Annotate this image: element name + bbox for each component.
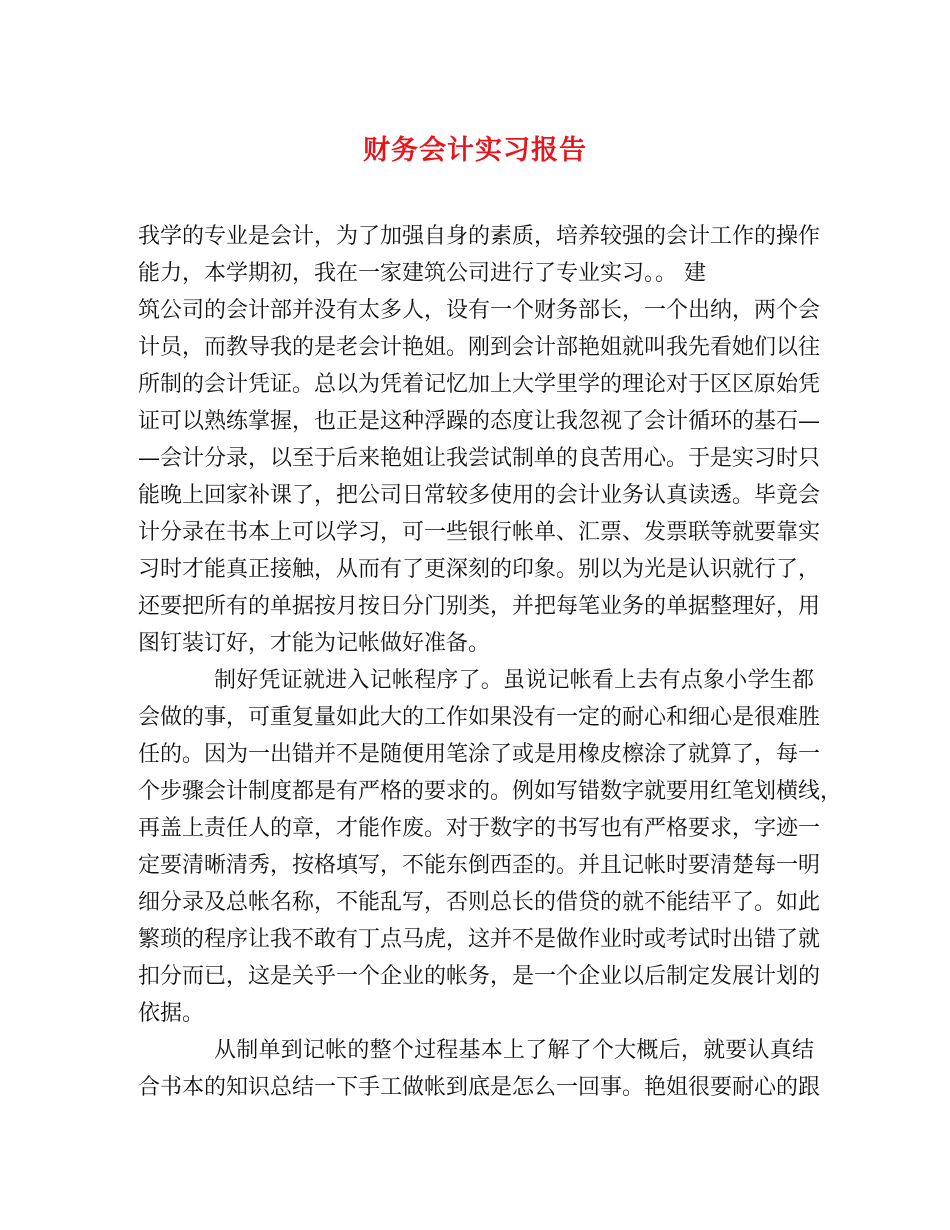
document-title: 财务会计实习报告 (363, 135, 587, 166)
text-line: 定要清晰清秀，按格填写，不能东倒西歪的。并且记帐时要清楚每一明 (138, 853, 821, 878)
text-line: 所制的会计凭证。总以为凭着记忆加上大学里学的理论对于区区原始凭 (138, 372, 821, 397)
text-line: 计分录在书本上可以学习，可一些银行帐单、汇票、发票联等就要靠实 (138, 520, 821, 545)
text-line: 细分录及总帐名称，不能乱写，否则总长的借贷的就不能结平了。如此 (138, 890, 821, 915)
text-line: 证可以熟练掌握，也正是这种浮躁的态度让我忽视了会计循环的基石— (138, 409, 821, 434)
text-line: 能晚上回家补课了，把公司日常较多使用的会计业务认真读透。毕竟会 (138, 483, 821, 508)
text-line: 从制单到记帐的整个过程基本上了解了个大概后，就要认真结 (214, 1038, 814, 1063)
text-line: 筑公司的会计部并没有太多人，设有一个财务部长，一个出纳，两个会 (138, 298, 821, 323)
text-line: 还要把所有的单据按月按日分门别类，并把每笔业务的单据整理好，用 (138, 594, 821, 619)
document-body (138, 218, 843, 1106)
text-line: 合书本的知识总结一下手工做帐到底是怎么一回事。艳姐很要耐心的跟 (138, 1075, 821, 1100)
text-line: 图钉装订好，才能为记帐做好准备。 (138, 631, 491, 656)
text-line: 任的。因为一出错并不是随便用笔涂了或是用橡皮檫涂了就算了，每一 (138, 742, 821, 767)
text-line: —会计分录，以至于后来艳姐让我尝试制单的良苦用心。于是实习时只 (138, 446, 821, 471)
text-line: 再盖上责任人的章，才能作废。对于数字的书写也有严格要求，字迹一 (138, 816, 821, 841)
text-line: 依据。 (138, 1001, 205, 1026)
text-line: 会做的事，可重复量如此大的工作如果没有一定的耐心和细心是很难胜 (138, 705, 821, 730)
text-line: 个步骤会计制度都是有严格的要求的。例如写错数字就要用红笔划横线， (138, 779, 843, 804)
text-line: 扣分而已，这是关乎一个企业的帐务，是一个企业以后制定发展计划的 (138, 964, 821, 989)
text-line: 繁琐的程序让我不敢有丁点马虎，这并不是做作业时或考试时出错了就 (138, 927, 821, 952)
text-line: 习时才能真正接触，从而有了更深刻的印象。别以为光是认识就行了， (138, 557, 821, 582)
text-line: 制好凭证就进入记帐程序了。虽说记帐看上去有点象小学生都 (214, 668, 814, 693)
text-line: 我学的专业是会计，为了加强自身的素质，培养较强的会计工作的操作 (138, 224, 821, 249)
text-line: 能力，本学期初，我在一家建筑公司进行了专业实习。。 建 (138, 261, 706, 286)
text-line: 计员，而教导我的是老会计艳姐。刚到会计部艳姐就叫我先看她们以往 (138, 335, 821, 360)
